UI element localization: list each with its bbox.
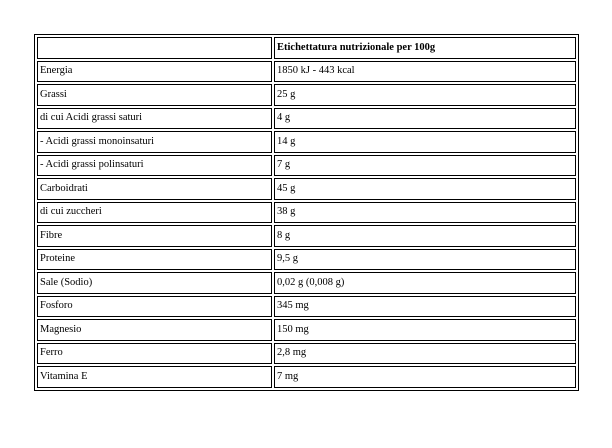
table-row <box>37 272 576 294</box>
table-row <box>37 319 576 341</box>
table-row <box>37 225 576 247</box>
nutrient-name: Grassi <box>37 84 272 106</box>
nutrient-name: - Acidi grassi monoinsaturi <box>37 131 272 153</box>
table-row <box>37 249 576 271</box>
nutrient-name: Fibre <box>37 225 272 247</box>
nutrient-value: 7 g <box>274 155 576 177</box>
nutrient-name: Sale (Sodio) <box>37 272 272 294</box>
nutrient-value: 7 mg <box>274 366 576 388</box>
nutrient-name: Fosforo <box>37 296 272 318</box>
nutrient-name: Vitamina E <box>37 366 272 388</box>
nutrient-value: 8 g <box>274 225 576 247</box>
header-value-cell: Etichettatura nutrizionale per 100g <box>274 37 576 59</box>
nutrient-name: Ferro <box>37 343 272 365</box>
nutrient-value: 4 g <box>274 108 576 130</box>
nutrient-value: 9,5 g <box>274 249 576 271</box>
table-row <box>37 202 576 224</box>
table-row <box>37 343 576 365</box>
nutrient-value: 25 g <box>274 84 576 106</box>
nutrition-table <box>34 34 579 391</box>
table-row <box>37 155 576 177</box>
table-row <box>37 178 576 200</box>
nutrient-value: 150 mg <box>274 319 576 341</box>
table-row <box>37 296 576 318</box>
nutrient-name: - Acidi grassi polinsaturi <box>37 155 272 177</box>
table-row <box>37 131 576 153</box>
nutrient-name: di cui zuccheri <box>37 202 272 224</box>
nutrient-name: Carboidrati <box>37 178 272 200</box>
nutrient-value: 1850 kJ - 443 kcal <box>274 61 576 83</box>
nutrient-name: Proteine <box>37 249 272 271</box>
nutrient-value: 38 g <box>274 202 576 224</box>
nutrient-value: 14 g <box>274 131 576 153</box>
nutrient-name: Energia <box>37 61 272 83</box>
nutrient-value: 45 g <box>274 178 576 200</box>
nutrient-name: di cui Acidi grassi saturi <box>37 108 272 130</box>
nutrient-value: 345 mg <box>274 296 576 318</box>
nutrient-value: 2,8 mg <box>274 343 576 365</box>
header-nutrient-cell <box>37 37 272 59</box>
table-row <box>37 84 576 106</box>
table-row <box>37 108 576 130</box>
table-header-row <box>37 37 576 59</box>
nutrient-name: Magnesio <box>37 319 272 341</box>
nutrient-value: 0,02 g (0,008 g) <box>274 272 576 294</box>
table-row <box>37 366 576 388</box>
table-row <box>37 61 576 83</box>
